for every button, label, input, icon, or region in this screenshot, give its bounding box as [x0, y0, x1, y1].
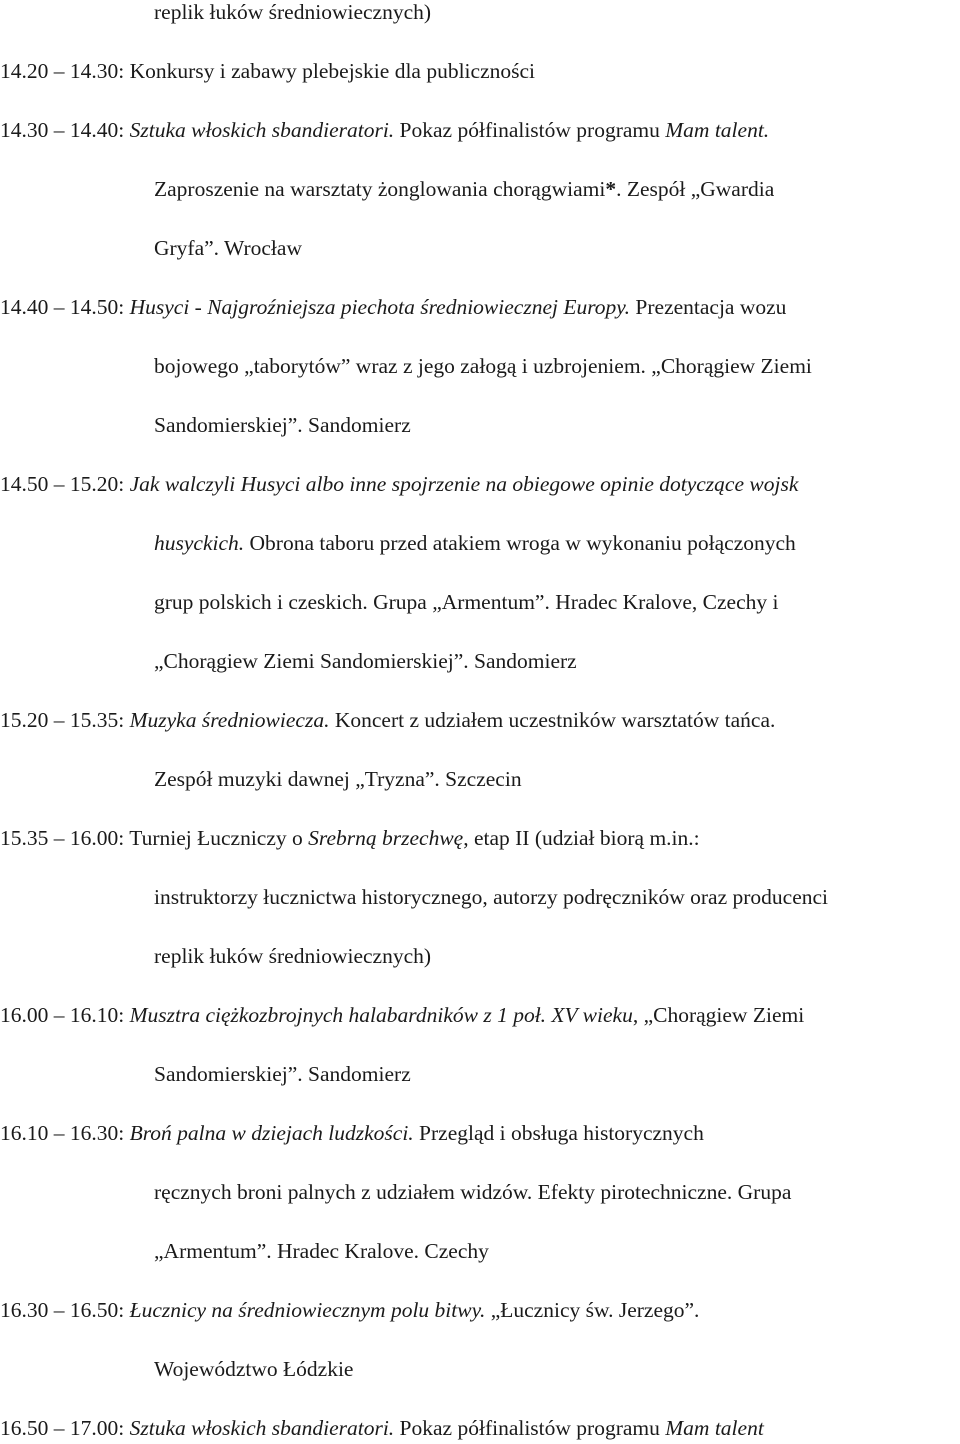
- text-run: 16.00 – 16.10:: [0, 1003, 130, 1027]
- italic-text-run: husyckich.: [154, 531, 245, 555]
- italic-text-run: Husyci - Najgroźniejsza piechota średniowiecznej Europy.: [129, 295, 631, 319]
- text-run: „Armentum”. Hradec Kralove. Czechy: [154, 1239, 489, 1263]
- italic-text-run: Łucznicy na średniowiecznym polu bitwy.: [129, 1298, 486, 1322]
- document-line: [154, 764, 522, 794]
- document-line: [0, 1000, 804, 1030]
- text-run: „Chorągiew Ziemi Sandomierskiej”. Sandomierz: [154, 649, 577, 673]
- text-run: Zaproszenie na warsztaty żonglowania chorągwiami: [154, 177, 606, 201]
- document-line: [0, 705, 775, 735]
- document-line: [154, 528, 796, 558]
- italic-text-run: Musztra ciężkozbrojnych halabardników z 1 poł. XV wieku: [129, 1003, 633, 1027]
- document-line: [154, 410, 411, 440]
- text-run: 16.10 – 16.30:: [0, 1121, 130, 1145]
- text-run: Województwo Łódzkie: [154, 1357, 354, 1381]
- text-run: , „Chorągiew Ziemi: [632, 1003, 805, 1027]
- text-run: bojowego „taborytów” wraz z jego załogą i uzbrojeniem. „Chorągiew Ziemi: [154, 354, 812, 378]
- text-run: Pokaz półfinalistów programu: [394, 118, 666, 142]
- document-line: [0, 1118, 704, 1148]
- text-run: Prezentacja wozu: [630, 295, 787, 319]
- italic-text-run: Sztuka włoskich sbandieratori.: [129, 118, 395, 142]
- document-line: [154, 233, 302, 263]
- document-line: [154, 1354, 353, 1384]
- document-line: [154, 1236, 489, 1266]
- text-run: 14.30 – 14.40:: [0, 118, 130, 142]
- document-line: [154, 351, 812, 381]
- document-line: [154, 0, 431, 27]
- text-run: replik łuków średniowiecznych): [154, 0, 432, 24]
- text-run: Obrona taboru przed atakiem wroga w wykonaniu połączonych: [244, 531, 796, 555]
- text-run: ręcznych broni palnych z udziałem widzów. Efekty pirotechniczne. Grupa: [154, 1180, 792, 1204]
- document-line: [154, 587, 778, 617]
- text-run: grup polskich i czeskich. Grupa „Armentum”. Hradec Kralove, Czechy i: [154, 590, 779, 614]
- text-run: instruktorzy łucznictwa historycznego, autorzy podręczników oraz producenci: [154, 885, 829, 909]
- text-run: *: [605, 177, 617, 201]
- italic-text-run: Jak walczyli Husyci albo inne spojrzenie na obiegowe opinie dotyczące wojsk: [129, 472, 799, 496]
- text-run: 16.50 – 17.00:: [0, 1416, 130, 1440]
- document-line: [154, 941, 431, 971]
- document-line: [0, 1295, 699, 1325]
- text-run: . Zespół „Gwardia: [616, 177, 775, 201]
- text-run: Pokaz półfinalistów programu: [394, 1416, 666, 1440]
- text-run: Sandomierskiej”. Sandomierz: [154, 413, 411, 437]
- document-line: [0, 56, 535, 86]
- text-run: , etap II (udział biorą m.in.:: [463, 826, 700, 850]
- italic-text-run: Sztuka włoskich sbandieratori.: [129, 1416, 395, 1440]
- text-run: 16.30 – 16.50:: [0, 1298, 130, 1322]
- italic-text-run: Srebrną brzechwę: [308, 826, 464, 850]
- text-run: 14.40 – 14.50:: [0, 295, 130, 319]
- text-run: replik łuków średniowiecznych): [154, 944, 432, 968]
- text-run: Sandomierskiej”. Sandomierz: [154, 1062, 411, 1086]
- italic-text-run: Mam talent: [665, 1416, 764, 1440]
- text-run: „Łucznicy św. Jerzego”.: [485, 1298, 700, 1322]
- text-run: Gryfa”. Wrocław: [154, 236, 302, 260]
- text-run: 14.50 – 15.20:: [0, 472, 130, 496]
- document-line: [0, 292, 786, 322]
- document-line: [0, 115, 769, 145]
- text-run: Zespół muzyki dawnej „Tryzna”. Szczecin: [154, 767, 522, 791]
- document-line: [154, 1177, 791, 1207]
- document-line: [0, 823, 700, 853]
- text-run: 15.20 – 15.35:: [0, 708, 130, 732]
- text-run: 14.20 – 14.30: Konkursy i zabawy plebejskie dla publiczności: [0, 59, 536, 83]
- document-line: [154, 1059, 411, 1089]
- italic-text-run: Mam talent.: [665, 118, 770, 142]
- document-line: [154, 174, 774, 204]
- text-run: Koncert z udziałem uczestników warsztatów tańca.: [329, 708, 776, 732]
- document-line: [0, 469, 798, 499]
- italic-text-run: Muzyka średniowiecza.: [129, 708, 330, 732]
- document-line: [154, 646, 577, 676]
- text-run: Przegląd i obsługa historycznych: [413, 1121, 704, 1145]
- italic-text-run: Broń palna w dziejach ludzkości.: [129, 1121, 414, 1145]
- document-line: [0, 1413, 764, 1443]
- text-run: 15.35 – 16.00: Turniej Łuczniczy o: [0, 826, 309, 850]
- document-line: [154, 882, 828, 912]
